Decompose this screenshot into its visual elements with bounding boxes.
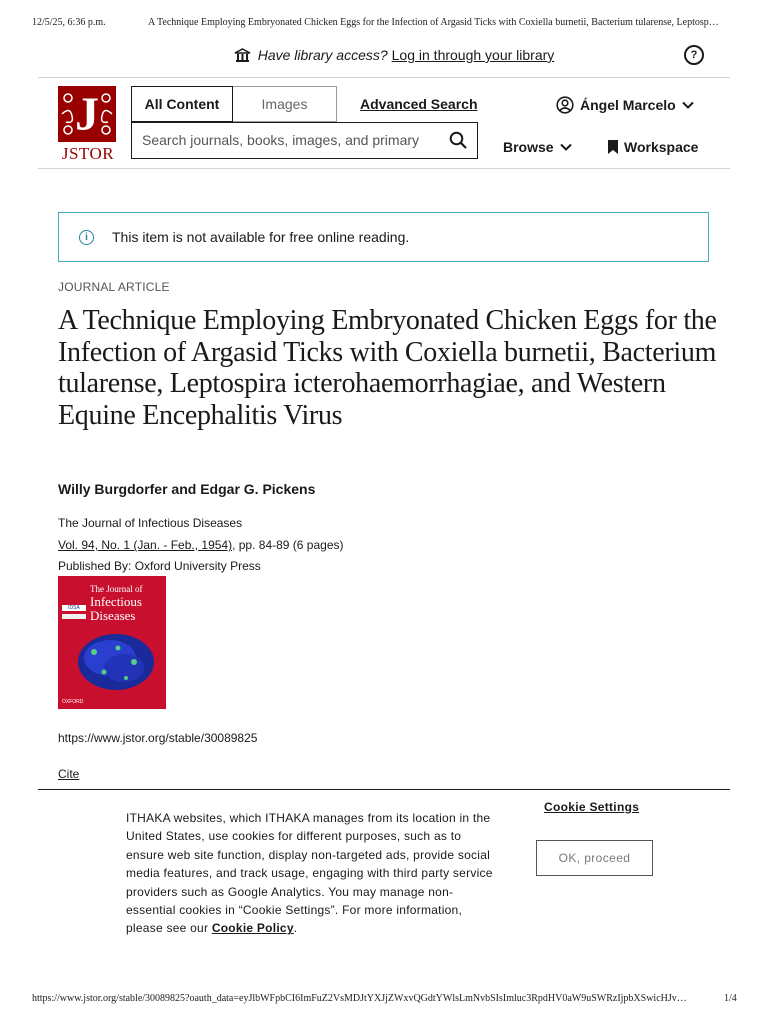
print-footer	[0, 993, 768, 1007]
bookmark-icon	[608, 140, 618, 154]
stable-url: https://www.jstor.org/stable/30089825	[58, 731, 258, 745]
workspace-label: Workspace	[624, 139, 699, 155]
browse-menu[interactable]	[503, 139, 572, 155]
chevron-down-icon	[560, 143, 572, 151]
cover-title-line2: Infectious Diseases	[90, 594, 142, 623]
jstor-wordmark: JSTOR	[61, 144, 115, 163]
cover-idsa-badge: IDSA	[62, 605, 86, 611]
availability-notice-text: This item is not available for free online reading.	[112, 229, 410, 245]
ok-proceed-button[interactable]: OK, proceed	[536, 840, 653, 876]
institution-icon	[234, 48, 251, 63]
cover-title-line1: The Journal of	[90, 584, 143, 594]
header-divider-top	[38, 77, 730, 78]
search-icon[interactable]	[449, 131, 467, 149]
user-menu[interactable]	[556, 96, 694, 114]
library-access-bar	[58, 44, 730, 66]
user-name: Ángel Marcelo	[580, 97, 676, 113]
header-divider-bottom	[38, 168, 730, 169]
browse-label: Browse	[503, 139, 554, 155]
issue-info	[58, 538, 344, 552]
issue-link[interactable]: Vol. 94, No. 1 (Jan. - Feb., 1954)	[58, 538, 233, 552]
tab-images[interactable]: Images	[233, 86, 337, 122]
cookie-banner	[38, 789, 730, 990]
tab-all-content[interactable]: All Content	[131, 86, 233, 122]
cookie-message	[126, 809, 496, 938]
search-box	[131, 122, 478, 159]
print-document-title: A Technique Employing Embryonated Chicken Eggs for the Infection of Argasid Ticks with Coxiella burnetii, Bacterium tularense, Leptosp…	[148, 17, 719, 28]
chevron-down-icon	[682, 101, 694, 109]
user-icon	[556, 96, 574, 114]
page-range: , pp. 84-89 (6 pages)	[232, 538, 344, 552]
print-page-number: 1/4	[724, 993, 737, 1004]
print-date: 12/5/25, 6:36 p.m.	[32, 17, 106, 28]
cite-link[interactable]: Cite	[58, 767, 80, 781]
article-title: A Technique Employing Embryonated Chicken Eggs for the Infection of Argasid Ticks with Coxiella burnetii, Bacterium tularense, Leptospira icterohaemorrhagiae, and Western Equine Encephalitis Virus	[58, 305, 717, 431]
library-access-question: Have library access?	[257, 47, 388, 63]
publisher: Published By: Oxford University Press	[58, 559, 261, 573]
advanced-search-link[interactable]: Advanced Search	[360, 96, 478, 112]
info-icon: i	[79, 230, 94, 245]
cookie-settings-link[interactable]: Cookie Settings	[544, 800, 640, 814]
article-authors: Willy Burgdorfer and Edgar G. Pickens	[58, 481, 316, 497]
journal-name: The Journal of Infectious Diseases	[58, 516, 243, 530]
cover-publisher-mark: OXFORD	[62, 699, 84, 705]
cookie-message-text: ITHAKA websites, which ITHAKA manages from its location in the United States, use cookies for different purposes, such as to ensure web site function, display non-targeted ads, provide social media features, and track usage, engaging with third party service providers such as Google Analytics. You may manage non-essential cookies in “Cookie Settings”. For more information, please see our	[126, 811, 493, 936]
log-in-library-link[interactable]: Log in through your library	[391, 47, 555, 63]
journal-cover-image[interactable]	[58, 576, 166, 709]
jstor-logo-mark	[58, 86, 116, 142]
print-footer-url: https://www.jstor.org/stable/30089825?oauth_data=eyJlbWFpbCI6ImFuZ2VsMDJtYXJjZWxvQGdtYWlsLmNvbSIsImluc3RpdHV0aW9uSWRzIjpbXSwicHJv…	[32, 993, 687, 1004]
search-input[interactable]	[132, 123, 437, 156]
cover-band	[62, 614, 86, 619]
jstor-emblem-icon	[58, 86, 116, 142]
print-header	[0, 17, 768, 31]
workspace-link[interactable]	[608, 139, 698, 155]
svg-text:J: J	[75, 88, 99, 141]
cover-micrograph-image	[74, 628, 158, 694]
cookie-policy-link[interactable]: Cookie Policy	[211, 921, 294, 936]
help-icon[interactable]: ?	[684, 45, 704, 65]
jstor-logo[interactable]	[58, 86, 118, 162]
content-type-label: JOURNAL ARTICLE	[58, 280, 170, 294]
availability-notice	[58, 212, 709, 262]
cookie-message-period: .	[293, 921, 298, 936]
